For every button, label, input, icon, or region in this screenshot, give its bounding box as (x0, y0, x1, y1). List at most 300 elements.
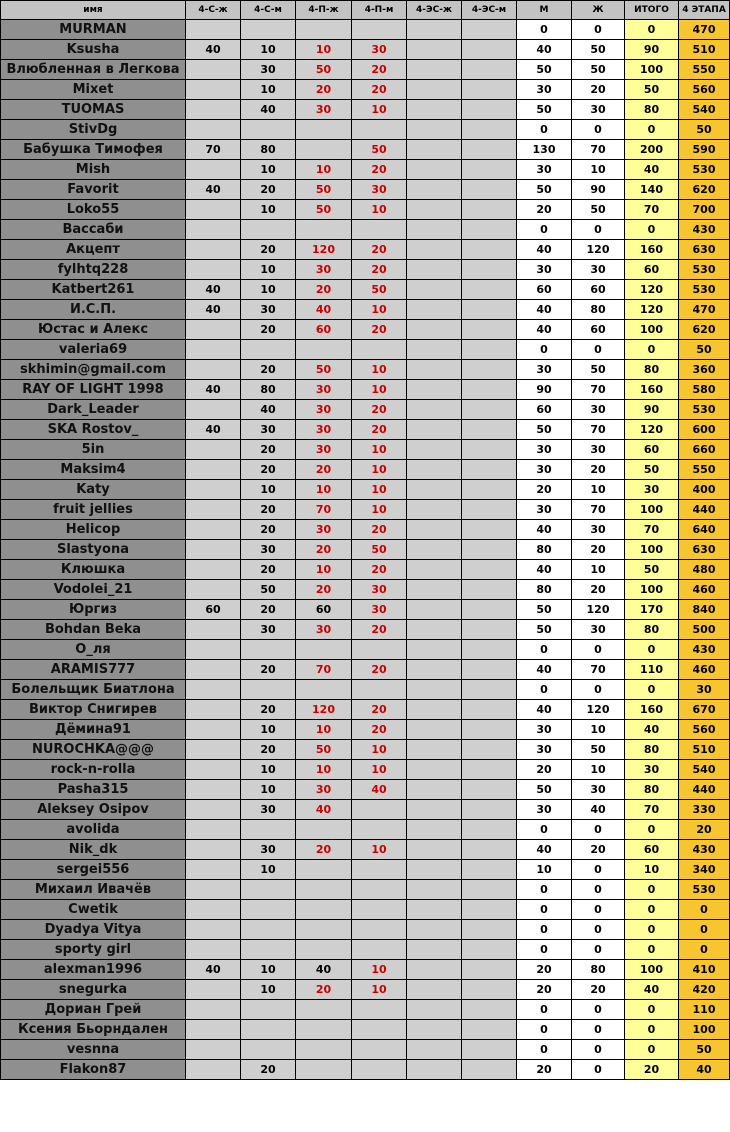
cell-4es-f (407, 200, 462, 220)
cell-m: 20 (517, 760, 572, 780)
cell-4es-f (407, 960, 462, 980)
cell-4-stages: 50 (679, 1040, 730, 1060)
participant-name: ARAMIS777 (1, 660, 186, 680)
table-row (1, 560, 730, 580)
cell-4s-m: 30 (241, 620, 296, 640)
cell-total: 60 (625, 260, 679, 280)
cell-4es-m (462, 220, 517, 240)
table-row (1, 920, 730, 940)
cell-4p-m (352, 920, 407, 940)
cell-4s-f (186, 980, 241, 1000)
cell-m: 130 (517, 140, 572, 160)
cell-4s-m (241, 640, 296, 660)
cell-4s-f (186, 660, 241, 680)
cell-total: 80 (625, 780, 679, 800)
cell-4es-f (407, 100, 462, 120)
cell-4p-m (352, 220, 407, 240)
cell-4p-f (296, 880, 352, 900)
cell-4s-m: 10 (241, 80, 296, 100)
cell-4s-f (186, 60, 241, 80)
cell-total: 80 (625, 620, 679, 640)
cell-4es-f (407, 20, 462, 40)
cell-4s-f: 70 (186, 140, 241, 160)
table-row (1, 200, 730, 220)
cell-4p-f (296, 340, 352, 360)
cell-f: 70 (572, 420, 625, 440)
cell-4-stages: 530 (679, 260, 730, 280)
cell-m: 0 (517, 640, 572, 660)
cell-4es-f (407, 160, 462, 180)
table-row (1, 500, 730, 520)
cell-4es-m (462, 520, 517, 540)
cell-total: 20 (625, 1060, 679, 1080)
cell-4es-f (407, 360, 462, 380)
participant-name: Flakon87 (1, 1060, 186, 1080)
cell-4-stages: 670 (679, 700, 730, 720)
participant-name: Дёмина91 (1, 720, 186, 740)
cell-4p-f (296, 920, 352, 940)
cell-f: 10 (572, 720, 625, 740)
cell-m: 0 (517, 220, 572, 240)
table-row (1, 1060, 730, 1080)
cell-4p-f (296, 1000, 352, 1020)
table-row (1, 220, 730, 240)
cell-f: 20 (572, 840, 625, 860)
cell-4s-f (186, 840, 241, 860)
cell-4p-m (352, 860, 407, 880)
cell-4-stages: 580 (679, 380, 730, 400)
table-row (1, 260, 730, 280)
cell-m: 0 (517, 340, 572, 360)
cell-m: 30 (517, 360, 572, 380)
cell-4es-m (462, 820, 517, 840)
cell-m: 30 (517, 440, 572, 460)
participant-name: StivDg (1, 120, 186, 140)
cell-4p-m: 20 (352, 60, 407, 80)
table-row (1, 20, 730, 40)
cell-4s-m: 20 (241, 700, 296, 720)
cell-total: 100 (625, 500, 679, 520)
cell-4p-f: 20 (296, 580, 352, 600)
cell-total: 0 (625, 680, 679, 700)
cell-m: 50 (517, 620, 572, 640)
participant-name: RAY OF LIGHT 1998 (1, 380, 186, 400)
cell-4p-f: 20 (296, 840, 352, 860)
cell-f: 70 (572, 380, 625, 400)
cell-4-stages: 500 (679, 620, 730, 640)
header-total: ИТОГО (625, 1, 679, 20)
cell-m: 10 (517, 860, 572, 880)
table-row (1, 420, 730, 440)
cell-total: 120 (625, 280, 679, 300)
cell-m: 40 (517, 700, 572, 720)
cell-4s-f (186, 560, 241, 580)
cell-4s-f (186, 240, 241, 260)
cell-4s-m: 20 (241, 1060, 296, 1080)
cell-4p-f: 10 (296, 560, 352, 580)
cell-4p-f: 10 (296, 480, 352, 500)
cell-4es-f (407, 860, 462, 880)
participant-name: О_ля (1, 640, 186, 660)
cell-4es-f (407, 140, 462, 160)
cell-4es-f (407, 740, 462, 760)
cell-f: 0 (572, 860, 625, 880)
cell-4-stages: 470 (679, 20, 730, 40)
cell-m: 40 (517, 840, 572, 860)
cell-4p-m: 20 (352, 520, 407, 540)
cell-total: 120 (625, 420, 679, 440)
cell-4s-m (241, 920, 296, 940)
cell-4es-f (407, 1000, 462, 1020)
participant-name: Mixet (1, 80, 186, 100)
cell-4p-f: 70 (296, 500, 352, 520)
cell-4s-m: 10 (241, 260, 296, 280)
cell-f: 0 (572, 340, 625, 360)
cell-f: 80 (572, 960, 625, 980)
cell-4es-m (462, 740, 517, 760)
header-4p-f: 4-П-ж (296, 1, 352, 20)
table-row (1, 480, 730, 500)
cell-4es-f (407, 640, 462, 660)
cell-4es-m (462, 680, 517, 700)
cell-4s-m: 20 (241, 240, 296, 260)
cell-4es-f (407, 1060, 462, 1080)
cell-4es-f (407, 760, 462, 780)
cell-4s-m: 30 (241, 840, 296, 860)
cell-total: 90 (625, 40, 679, 60)
cell-4p-m (352, 820, 407, 840)
cell-4-stages: 620 (679, 320, 730, 340)
cell-f: 30 (572, 440, 625, 460)
cell-4p-f: 30 (296, 260, 352, 280)
cell-total: 0 (625, 1000, 679, 1020)
cell-4s-f (186, 80, 241, 100)
cell-total: 140 (625, 180, 679, 200)
cell-4p-m: 30 (352, 580, 407, 600)
cell-4-stages: 550 (679, 60, 730, 80)
cell-4p-m: 20 (352, 80, 407, 100)
cell-4p-m: 10 (352, 360, 407, 380)
cell-4es-f (407, 120, 462, 140)
cell-4s-m: 10 (241, 160, 296, 180)
cell-total: 80 (625, 360, 679, 380)
cell-4-stages: 460 (679, 580, 730, 600)
cell-4s-m (241, 820, 296, 840)
cell-total: 60 (625, 840, 679, 860)
cell-4p-f: 10 (296, 760, 352, 780)
cell-4es-f (407, 520, 462, 540)
table-row (1, 400, 730, 420)
participant-name: avolida (1, 820, 186, 840)
cell-4p-f (296, 940, 352, 960)
cell-4s-m: 30 (241, 420, 296, 440)
cell-4-stages: 540 (679, 760, 730, 780)
cell-total: 90 (625, 400, 679, 420)
cell-4s-m: 20 (241, 180, 296, 200)
cell-4p-m: 10 (352, 300, 407, 320)
cell-m: 50 (517, 60, 572, 80)
cell-4s-f (186, 500, 241, 520)
cell-4es-m (462, 240, 517, 260)
cell-m: 30 (517, 800, 572, 820)
cell-4p-f: 40 (296, 960, 352, 980)
cell-4p-m (352, 1000, 407, 1020)
cell-4s-m: 30 (241, 60, 296, 80)
cell-4p-f: 120 (296, 700, 352, 720)
cell-4-stages: 630 (679, 240, 730, 260)
cell-4s-m: 50 (241, 580, 296, 600)
cell-4es-f (407, 780, 462, 800)
cell-4s-m: 20 (241, 320, 296, 340)
cell-4s-f: 40 (186, 960, 241, 980)
cell-m: 50 (517, 600, 572, 620)
cell-f: 0 (572, 20, 625, 40)
cell-f: 0 (572, 1000, 625, 1020)
cell-4s-f: 40 (186, 180, 241, 200)
header-m: М (517, 1, 572, 20)
cell-4es-m (462, 460, 517, 480)
header-4es-m: 4-ЭС-м (462, 1, 517, 20)
cell-4p-f: 30 (296, 780, 352, 800)
cell-4es-m (462, 620, 517, 640)
cell-total: 60 (625, 440, 679, 460)
cell-total: 100 (625, 320, 679, 340)
participant-name: sergei556 (1, 860, 186, 880)
cell-4es-f (407, 240, 462, 260)
table-row (1, 140, 730, 160)
cell-4es-m (462, 800, 517, 820)
cell-total: 80 (625, 100, 679, 120)
cell-m: 20 (517, 1060, 572, 1080)
cell-4-stages: 360 (679, 360, 730, 380)
cell-f: 10 (572, 160, 625, 180)
cell-4es-f (407, 440, 462, 460)
table-row (1, 680, 730, 700)
cell-4-stages: 340 (679, 860, 730, 880)
cell-4p-f (296, 20, 352, 40)
cell-4es-f (407, 800, 462, 820)
table-row (1, 840, 730, 860)
cell-f: 30 (572, 260, 625, 280)
cell-m: 50 (517, 420, 572, 440)
cell-4es-m (462, 420, 517, 440)
cell-4s-f (186, 160, 241, 180)
cell-f: 0 (572, 1040, 625, 1060)
cell-4p-m (352, 900, 407, 920)
cell-4es-m (462, 540, 517, 560)
cell-4p-f: 30 (296, 620, 352, 640)
cell-4-stages: 410 (679, 960, 730, 980)
table-row (1, 360, 730, 380)
cell-4-stages: 630 (679, 540, 730, 560)
cell-4p-m: 20 (352, 720, 407, 740)
cell-4p-f: 10 (296, 720, 352, 740)
cell-total: 0 (625, 1020, 679, 1040)
cell-4p-f: 30 (296, 420, 352, 440)
cell-4s-m (241, 120, 296, 140)
cell-total: 40 (625, 720, 679, 740)
cell-4s-f (186, 260, 241, 280)
table-row (1, 340, 730, 360)
cell-4s-f (186, 880, 241, 900)
cell-total: 50 (625, 460, 679, 480)
cell-total: 100 (625, 60, 679, 80)
cell-4s-m: 10 (241, 780, 296, 800)
cell-4p-m: 10 (352, 760, 407, 780)
cell-m: 0 (517, 940, 572, 960)
participant-name: Влюбленная в Легкова (1, 60, 186, 80)
cell-4s-m: 40 (241, 100, 296, 120)
cell-4p-f: 20 (296, 80, 352, 100)
participant-name: Юргиз (1, 600, 186, 620)
cell-4es-f (407, 540, 462, 560)
cell-4es-m (462, 140, 517, 160)
cell-total: 50 (625, 80, 679, 100)
table-row (1, 40, 730, 60)
cell-4es-m (462, 1040, 517, 1060)
participant-name: NUROCHKA@@@ (1, 740, 186, 760)
table-row (1, 780, 730, 800)
cell-4-stages: 50 (679, 340, 730, 360)
cell-4-stages: 0 (679, 920, 730, 940)
cell-4s-f (186, 120, 241, 140)
cell-4s-f (186, 620, 241, 640)
cell-f: 10 (572, 480, 625, 500)
cell-4es-f (407, 80, 462, 100)
cell-total: 0 (625, 340, 679, 360)
cell-4es-f (407, 340, 462, 360)
table-row (1, 300, 730, 320)
cell-4s-f: 40 (186, 280, 241, 300)
cell-m: 40 (517, 560, 572, 580)
table-body (1, 20, 730, 1080)
cell-4es-m (462, 20, 517, 40)
cell-4s-f (186, 820, 241, 840)
cell-4es-f (407, 460, 462, 480)
cell-4s-m: 20 (241, 660, 296, 680)
cell-4-stages: 840 (679, 600, 730, 620)
cell-4p-f: 30 (296, 380, 352, 400)
cell-f: 0 (572, 1020, 625, 1040)
cell-f: 0 (572, 680, 625, 700)
cell-m: 20 (517, 980, 572, 1000)
cell-4p-f (296, 860, 352, 880)
cell-f: 0 (572, 880, 625, 900)
cell-4es-f (407, 420, 462, 440)
cell-4p-f: 50 (296, 180, 352, 200)
cell-4s-m (241, 1000, 296, 1020)
table-row (1, 980, 730, 1000)
cell-4p-m: 30 (352, 180, 407, 200)
cell-total: 0 (625, 900, 679, 920)
cell-4p-m: 50 (352, 140, 407, 160)
participant-name: rock-n-rolla (1, 760, 186, 780)
cell-4p-m: 20 (352, 320, 407, 340)
cell-f: 0 (572, 640, 625, 660)
cell-4p-f: 60 (296, 600, 352, 620)
cell-m: 0 (517, 920, 572, 940)
cell-f: 0 (572, 920, 625, 940)
cell-4es-m (462, 980, 517, 1000)
cell-total: 200 (625, 140, 679, 160)
cell-4p-m: 30 (352, 40, 407, 60)
cell-m: 40 (517, 240, 572, 260)
cell-4-stages: 700 (679, 200, 730, 220)
cell-m: 90 (517, 380, 572, 400)
cell-m: 20 (517, 480, 572, 500)
cell-f: 120 (572, 240, 625, 260)
cell-4-stages: 330 (679, 800, 730, 820)
participant-name: Aleksey Osipov (1, 800, 186, 820)
cell-total: 30 (625, 480, 679, 500)
table-row (1, 1020, 730, 1040)
cell-4s-m: 10 (241, 960, 296, 980)
cell-f: 50 (572, 40, 625, 60)
cell-m: 30 (517, 500, 572, 520)
cell-4es-m (462, 860, 517, 880)
cell-total: 70 (625, 800, 679, 820)
cell-4es-f (407, 920, 462, 940)
cell-4-stages: 530 (679, 160, 730, 180)
cell-f: 30 (572, 520, 625, 540)
cell-4s-f (186, 940, 241, 960)
cell-4p-m: 30 (352, 600, 407, 620)
table-row (1, 160, 730, 180)
cell-4es-f (407, 320, 462, 340)
cell-4p-f: 70 (296, 660, 352, 680)
participant-name: Katbert261 (1, 280, 186, 300)
cell-f: 120 (572, 700, 625, 720)
cell-4s-m (241, 680, 296, 700)
participant-name: Ksusha (1, 40, 186, 60)
cell-4s-f (186, 740, 241, 760)
cell-4-stages: 550 (679, 460, 730, 480)
cell-4s-m: 10 (241, 200, 296, 220)
cell-m: 0 (517, 1000, 572, 1020)
participant-name: Клюшка (1, 560, 186, 580)
cell-f: 80 (572, 300, 625, 320)
cell-4es-f (407, 580, 462, 600)
cell-4p-f (296, 220, 352, 240)
cell-4-stages: 600 (679, 420, 730, 440)
cell-4p-f: 60 (296, 320, 352, 340)
cell-total: 0 (625, 880, 679, 900)
cell-m: 50 (517, 180, 572, 200)
cell-4p-f: 50 (296, 360, 352, 380)
cell-f: 30 (572, 400, 625, 420)
cell-4es-m (462, 100, 517, 120)
cell-4p-m: 20 (352, 240, 407, 260)
cell-4p-f (296, 1040, 352, 1060)
cell-4p-m: 10 (352, 380, 407, 400)
participant-name: snegurka (1, 980, 186, 1000)
cell-4es-m (462, 580, 517, 600)
participant-name: Bohdan Beka (1, 620, 186, 640)
cell-4p-m: 10 (352, 460, 407, 480)
table-row (1, 820, 730, 840)
cell-4s-f (186, 540, 241, 560)
cell-4-stages: 530 (679, 280, 730, 300)
cell-4p-f (296, 1020, 352, 1040)
cell-4es-m (462, 160, 517, 180)
cell-4es-m (462, 200, 517, 220)
cell-4es-f (407, 600, 462, 620)
cell-m: 0 (517, 20, 572, 40)
cell-4es-f (407, 680, 462, 700)
cell-f: 20 (572, 460, 625, 480)
cell-4s-f (186, 800, 241, 820)
cell-4es-f (407, 260, 462, 280)
